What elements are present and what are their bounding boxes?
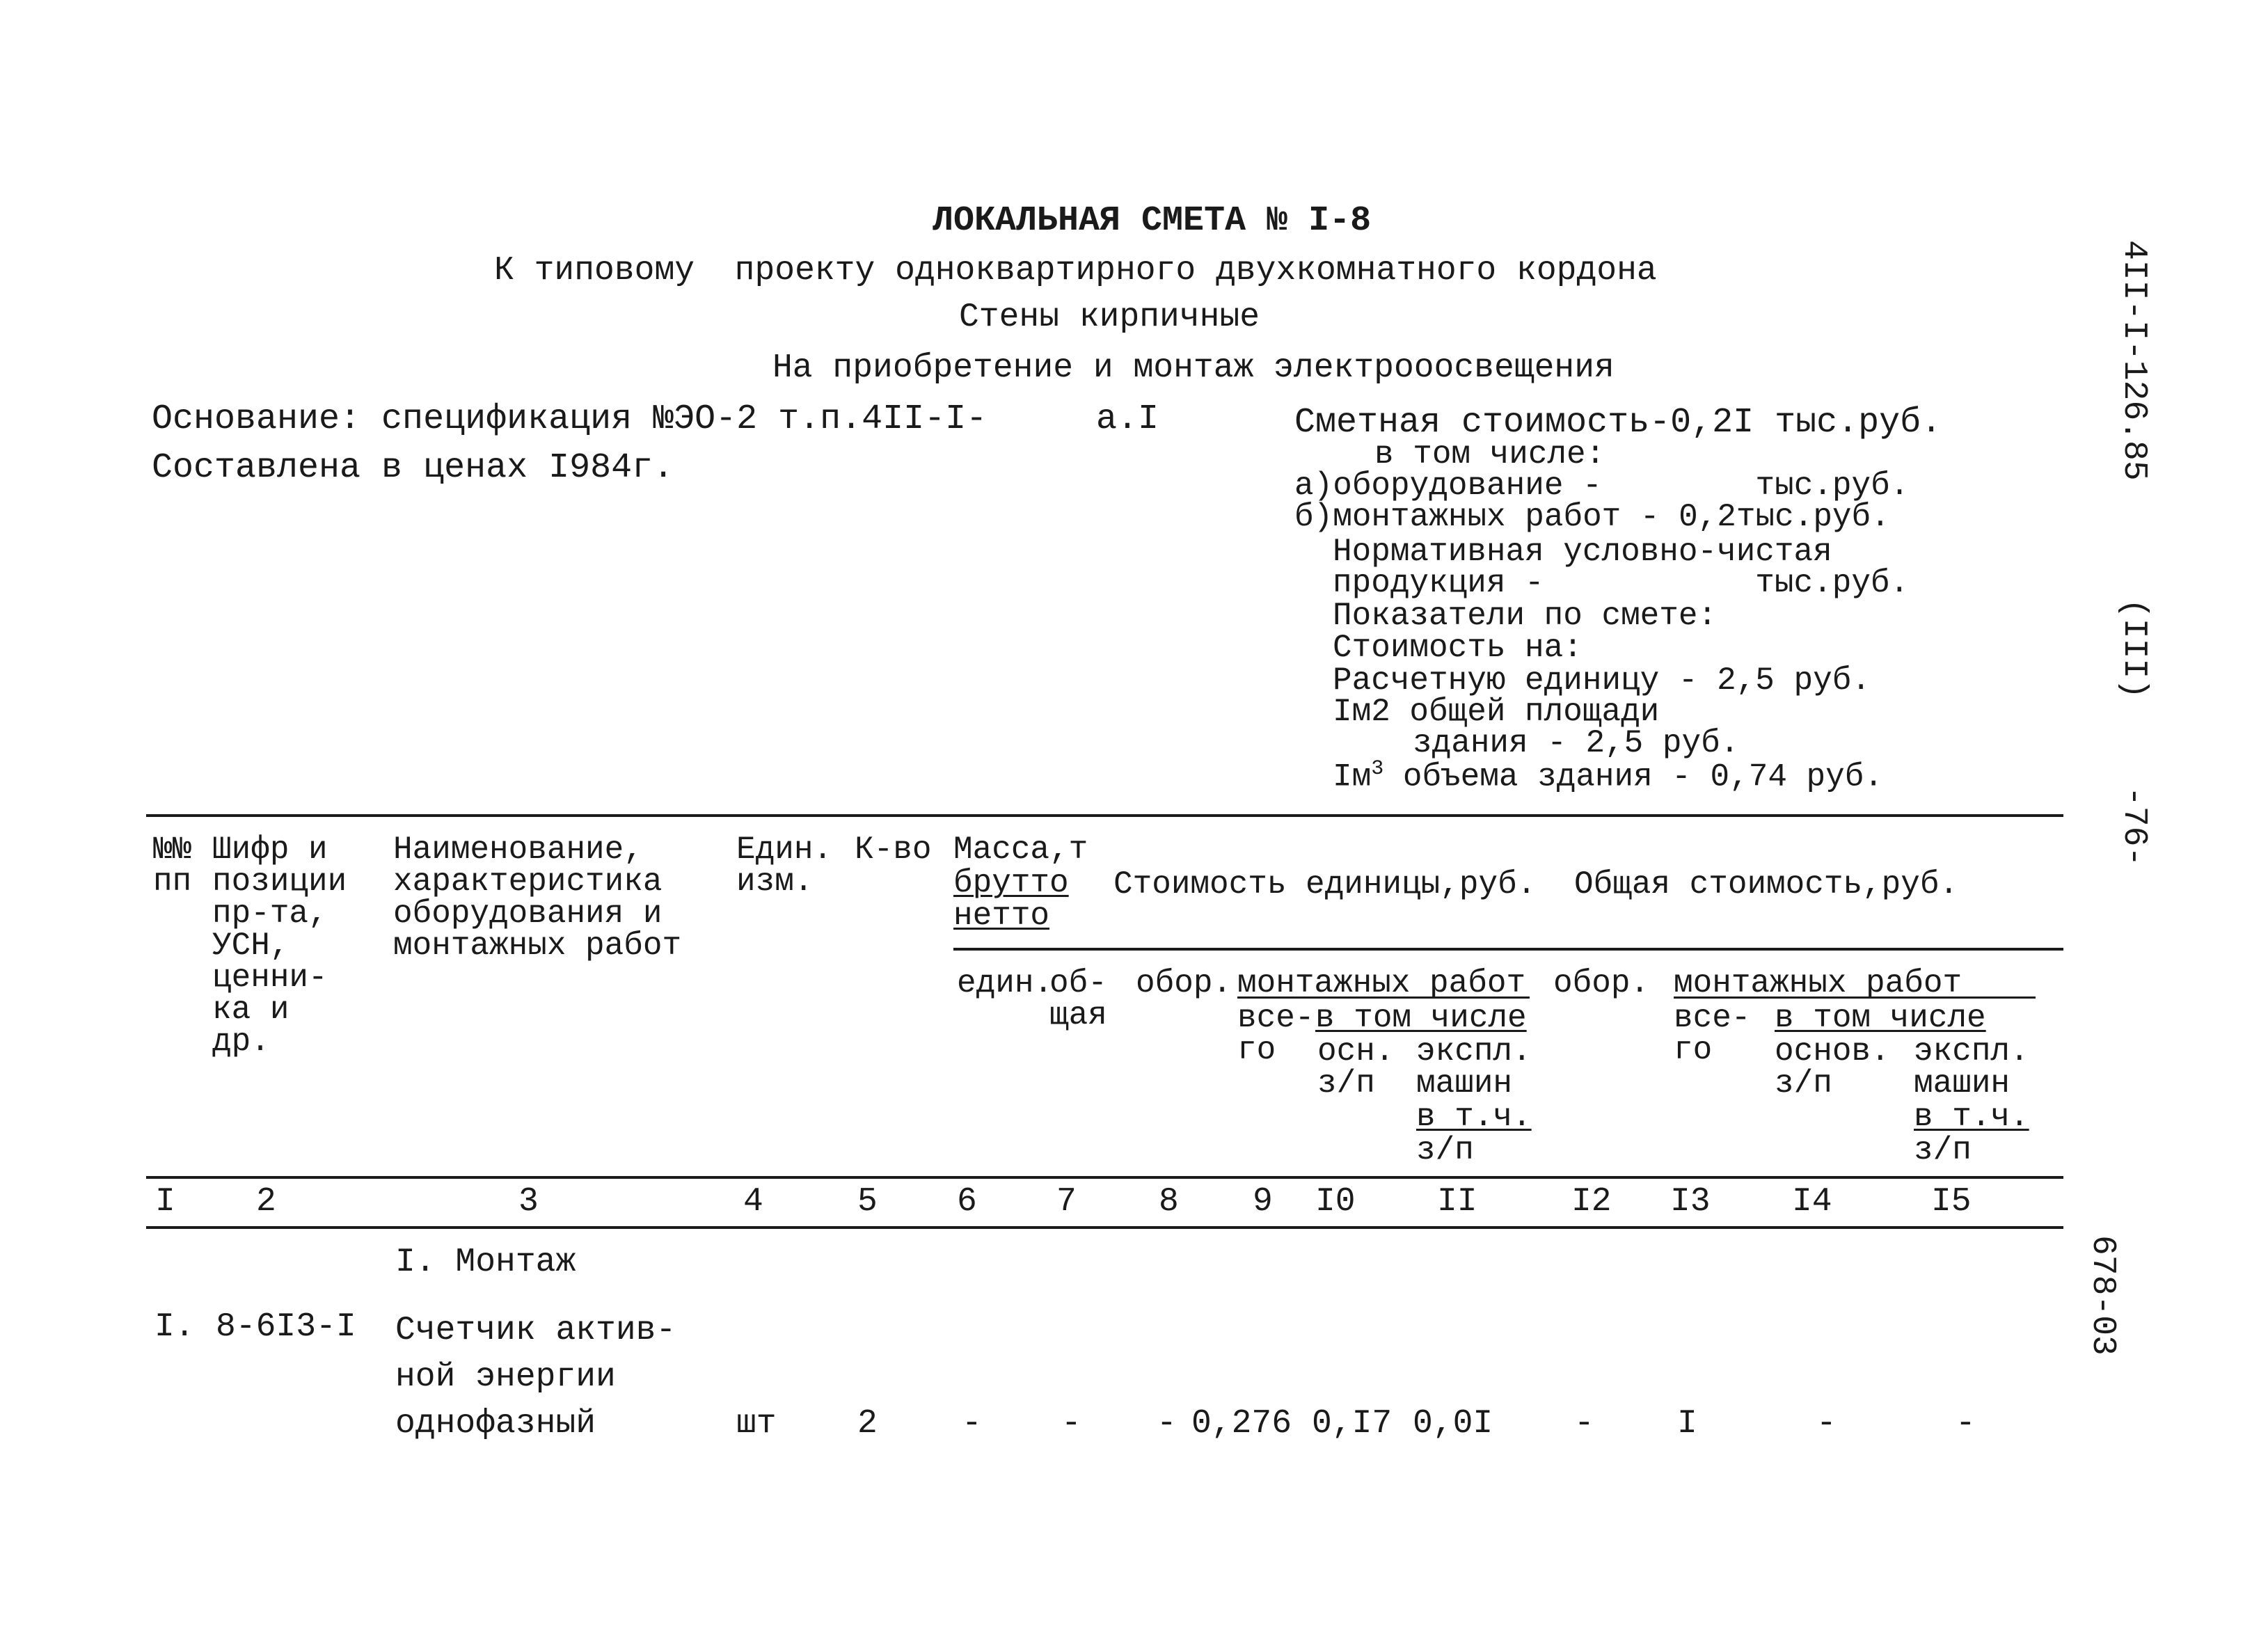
header-col-qty: К-во xyxy=(855,832,932,868)
header-vse-2: все- го xyxy=(1674,1000,1751,1068)
normative-production-2: продукция - тыс.руб. xyxy=(1333,565,1910,601)
volume-superscript: 3 xyxy=(1371,757,1384,781)
header-mass-brutto: брутто xyxy=(953,865,1069,901)
header-mass-netto: нетто xyxy=(953,898,1050,934)
subheader-rule xyxy=(953,948,2063,951)
row-qty: 2 xyxy=(857,1405,878,1443)
header-obor: обор. xyxy=(1136,965,1232,1001)
archive-number-margin: 678-03 xyxy=(2084,1235,2121,1356)
header-col-code: Шифр и позиции пр-та, УСН, ценни- ка и др. xyxy=(212,832,347,1060)
col-number-12: I2 xyxy=(1571,1183,1612,1221)
cost-for-label: Стоимость на: xyxy=(1333,630,1583,666)
col-number-6: 6 xyxy=(957,1183,977,1221)
section-title: I. Монтаж xyxy=(395,1244,576,1281)
col-number-7: 7 xyxy=(1056,1183,1077,1221)
part-number-margin: (III) xyxy=(2115,598,2152,699)
basis-line: Основание: спецификация №ЭО-2 т.п.4II-I- xyxy=(152,399,988,439)
header-col-unit: Един. изм. xyxy=(736,832,833,900)
installation-cost: б)монтажных работ - 0,2тыс.руб. xyxy=(1294,499,1890,535)
including-label: в том числе: xyxy=(1374,436,1605,472)
col-number-13: I3 xyxy=(1670,1183,1711,1221)
col-number-8: 8 xyxy=(1159,1183,1179,1221)
header-mass: Масса,т xyxy=(953,832,1088,868)
project-code-margin: 4II-I-126.85 xyxy=(2115,240,2152,481)
col-number-4: 4 xyxy=(743,1183,763,1221)
header-vtom-2: в том числе xyxy=(1775,1000,1986,1036)
col-number-9: 9 xyxy=(1253,1183,1273,1221)
table-top-rule xyxy=(146,814,2063,817)
indicators-label: Показатели по смете: xyxy=(1333,598,1718,634)
row-equipment-total: - xyxy=(1574,1405,1594,1443)
area-cost-1: Iм2 общей площади xyxy=(1333,694,1660,730)
subtitle-project: К типовому проекту одноквартирного двухкомнатного кордона xyxy=(494,252,1657,289)
header-osnov-2: основ. з/п xyxy=(1775,1033,1890,1102)
header-edin: един. xyxy=(957,965,1054,1001)
header-zp: з/п xyxy=(1416,1132,1474,1168)
header-obor-2: обор. xyxy=(1553,965,1650,1001)
header-total-cost: Общая стоимость,руб. xyxy=(1574,866,1959,903)
row-mont-osn: 0,I7 xyxy=(1312,1405,1393,1443)
header-mont-work: монтажных работ xyxy=(1237,965,1526,1001)
row-equipment-unit: - xyxy=(1157,1405,1177,1443)
header-ekspl-2: экспл. машин xyxy=(1914,1033,2029,1102)
estimated-cost: Сметная стоимость-0,2I тыс.руб. xyxy=(1294,403,1942,443)
col-number-15: I5 xyxy=(1931,1183,1972,1221)
header-zp-2: з/п xyxy=(1914,1132,1972,1168)
col-number-3: 3 xyxy=(518,1183,539,1221)
row-mont-total-all: I xyxy=(1677,1405,1697,1443)
col-number-5: 5 xyxy=(857,1183,878,1221)
row-osn-total: - xyxy=(1816,1405,1837,1443)
header-osn: осн. з/п xyxy=(1317,1033,1395,1102)
equipment-cost: а)оборудование - тыс.руб. xyxy=(1294,468,1910,504)
basis-album: а.I xyxy=(1096,399,1159,439)
col-number-1: I xyxy=(155,1183,175,1221)
header-vtch: в т.ч. xyxy=(1416,1099,1532,1135)
header-vtch-2: в т.ч. xyxy=(1914,1099,2029,1135)
subtitle-walls: Стены кирпичные xyxy=(959,299,1260,336)
header-vtom: в том числе xyxy=(1315,1000,1527,1036)
col-number-11: II xyxy=(1437,1183,1477,1221)
col-number-14: I4 xyxy=(1792,1183,1832,1221)
unit-cost: Расчетную единицу - 2,5 руб. xyxy=(1333,662,1871,699)
price-basis-line: Составлена в ценах I984г. xyxy=(152,448,674,488)
row-mont-total: 0,276 xyxy=(1191,1405,1292,1443)
header-bottom-rule xyxy=(146,1176,2063,1179)
row-name-1: Счетчик актив- xyxy=(395,1312,676,1349)
header-col-number: №№ пп xyxy=(153,832,192,900)
row-name-3: однофазный xyxy=(395,1405,596,1443)
header-col-name: Наименование, характеристика оборудования и монтажных работ xyxy=(393,832,682,964)
col-number-2: 2 xyxy=(256,1183,276,1221)
column-numbers-rule xyxy=(146,1226,2063,1229)
header-unit-cost: Стоимость единицы,руб. xyxy=(1113,866,1537,903)
volume-unit: Iм xyxy=(1333,759,1372,795)
row-ekspl-total: - xyxy=(1956,1405,1976,1443)
row-unit: шт xyxy=(736,1405,777,1443)
header-mont-work-2: монтажных работ xyxy=(1674,965,1962,1001)
header-vse: все- го xyxy=(1237,1000,1315,1068)
area-cost-2: здания - 2,5 руб. xyxy=(1413,725,1740,761)
subtitle-purpose: На приобретение и монтаж электрооосвещения xyxy=(772,349,1615,387)
document-title: ЛОКАЛЬНАЯ СМЕТА № I-8 xyxy=(933,201,1372,241)
volume-cost xyxy=(1333,759,1883,793)
row-code: 8-6I3-I xyxy=(216,1308,356,1346)
header-obsch: об- щая xyxy=(1049,965,1107,1033)
row-mass-brutto: - xyxy=(962,1405,982,1443)
row-mont-ekspl: 0,0I xyxy=(1413,1405,1493,1443)
row-name-2: ной энергии xyxy=(395,1358,616,1396)
header-ekspl: экспл. машин xyxy=(1416,1033,1532,1102)
normative-production-1: Нормативная условно-чистая xyxy=(1333,534,1832,570)
row-number: I. xyxy=(154,1308,195,1346)
row-mass-netto: - xyxy=(1061,1405,1081,1443)
volume-rest: объема здания - 0,74 руб. xyxy=(1383,759,1883,795)
page-number-margin: -76- xyxy=(2115,786,2152,867)
col-number-10: I0 xyxy=(1315,1183,1356,1221)
